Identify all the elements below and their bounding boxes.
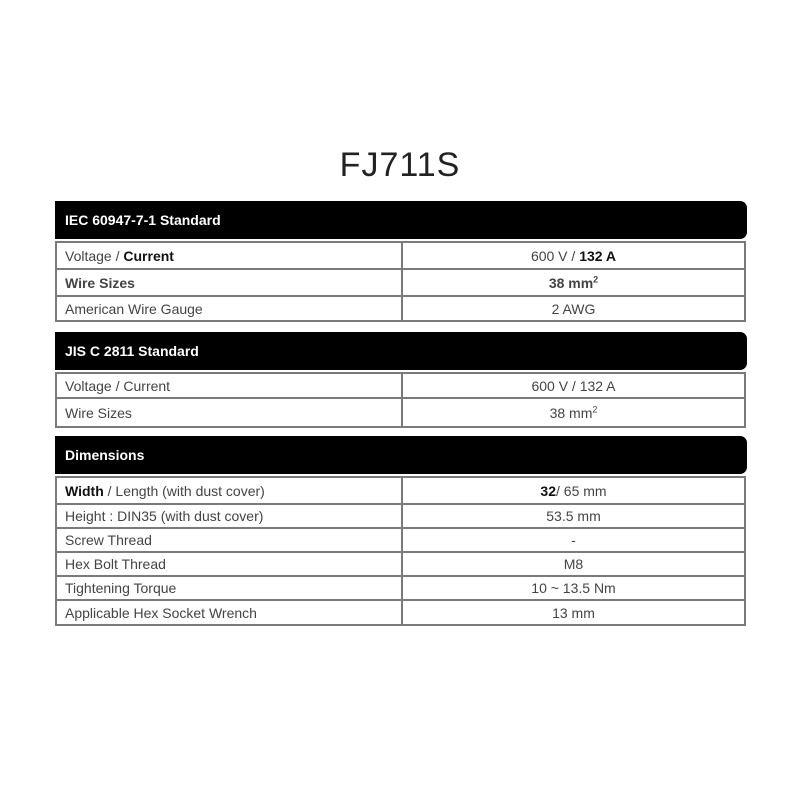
table-row: [56, 269, 745, 296]
table-row: [56, 528, 745, 552]
iec-standard-header-label: IEC 60947-7-1 Standard: [65, 212, 221, 228]
table-row: [56, 504, 745, 528]
table-row: [56, 242, 745, 269]
tightening-torque-label: Tightening Torque: [56, 576, 402, 600]
screw-thread-label: Screw Thread: [56, 528, 402, 552]
jis-spec-table: [55, 372, 746, 428]
iec-awg-value: 2 AWG: [402, 296, 745, 321]
iec-voltage-current-label: [56, 242, 402, 269]
dimensions-header-label: Dimensions: [65, 447, 145, 463]
jis-wire-sizes-number: 38 mm: [549, 404, 593, 421]
hex-bolt-thread-label: Hex Bolt Thread: [56, 552, 402, 576]
iec-wire-sizes-label: Wire Sizes: [56, 269, 402, 296]
iec-wire-sizes-exponent: 2: [593, 273, 599, 284]
iec-wire-sizes-number: 38 mm: [548, 274, 594, 291]
table-row: [56, 576, 745, 600]
jis-standard-header: [55, 332, 747, 370]
hex-socket-wrench-label: Applicable Hex Socket Wrench: [56, 600, 402, 625]
product-title: FJ711S: [339, 146, 461, 184]
hex-socket-wrench-value: 13 mm: [402, 600, 745, 625]
tightening-torque-value: 10 ~ 13.5 Nm: [402, 576, 745, 600]
table-row: [56, 373, 745, 398]
height-value: 53.5 mm: [402, 504, 745, 528]
dimensions-spec-table: [55, 476, 746, 626]
table-row: [56, 600, 745, 625]
length-label: / Length (with dust cover): [103, 482, 265, 499]
dimensions-header: [55, 436, 747, 474]
iec-standard-header: [55, 201, 747, 239]
jis-wire-sizes-exponent: 2: [592, 403, 598, 414]
table-row: [56, 398, 745, 427]
jis-voltage-current-label: Voltage / Current: [56, 373, 402, 398]
iec-voltage-current-value: [402, 242, 745, 269]
width-label: Width: [65, 482, 104, 499]
hex-bolt-thread-value: M8: [402, 552, 745, 576]
length-value: / 65 mm: [556, 482, 607, 499]
iec-wire-sizes-value: [402, 269, 745, 296]
screw-thread-value: -: [402, 528, 745, 552]
jis-voltage-current-value: 600 V / 132 A: [402, 373, 745, 398]
iec-voltage-label: Voltage /: [65, 247, 124, 264]
jis-standard-header-label: JIS C 2811 Standard: [65, 343, 199, 359]
table-row: [56, 477, 745, 504]
iec-awg-label: American Wire Gauge: [56, 296, 402, 321]
iec-current-value: 132 A: [579, 247, 617, 264]
table-row: [56, 296, 745, 321]
jis-wire-sizes-value: [402, 398, 745, 427]
iec-current-label: Current: [123, 247, 174, 264]
width-length-value: [402, 477, 745, 504]
iec-spec-table: [55, 241, 746, 322]
width-length-label: [56, 477, 402, 504]
table-row: [56, 552, 745, 576]
jis-wire-sizes-label: Wire Sizes: [56, 398, 402, 427]
width-value: 32: [540, 482, 556, 499]
height-label: Height : DIN35 (with dust cover): [56, 504, 402, 528]
iec-voltage-value: 600 V /: [530, 247, 580, 264]
